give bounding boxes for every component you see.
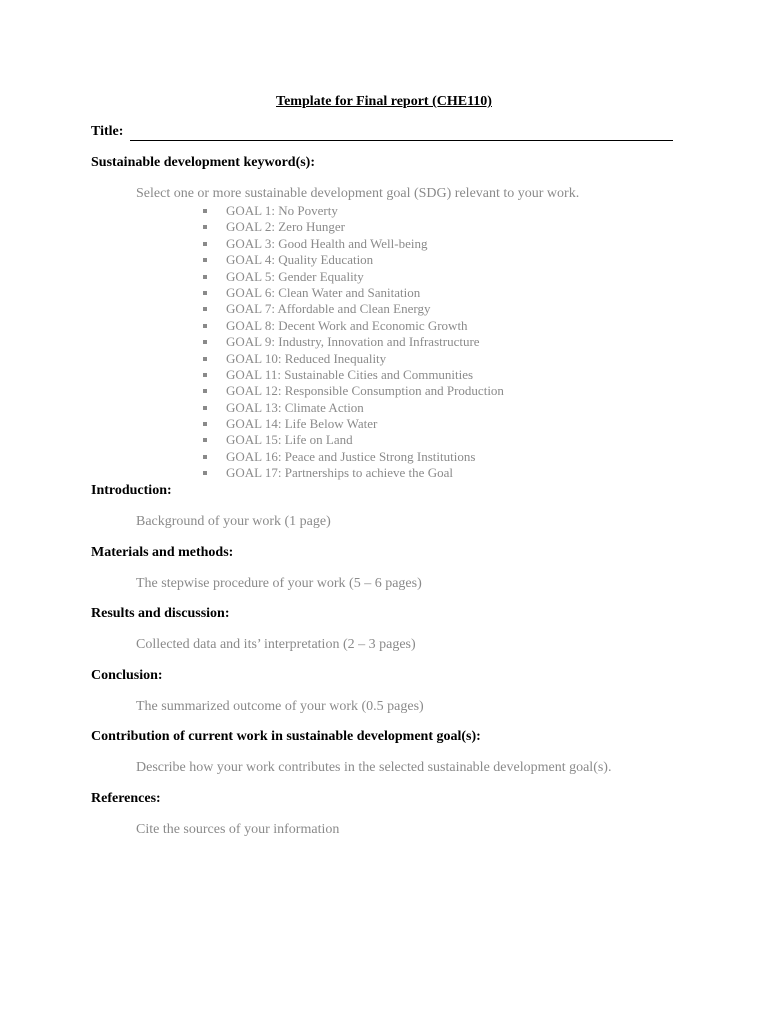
title-label: Title: (91, 124, 124, 139)
bullet-icon (203, 357, 207, 361)
sdg-goal-label: GOAL 15: Life on Land (226, 432, 353, 448)
sdg-heading: Sustainable development keyword(s): (91, 155, 316, 170)
conclusion-text: The summarized outcome of your work (0.5 pages) (136, 699, 424, 714)
sdg-goal-list (203, 203, 504, 482)
bullet-icon (203, 225, 207, 229)
introduction-heading: Introduction: (91, 483, 172, 498)
sdg-goal-label: GOAL 14: Life Below Water (226, 416, 378, 432)
introduction-text: Background of your work (1 page) (136, 514, 331, 529)
sdg-goal-label: GOAL 13: Climate Action (226, 399, 364, 415)
sdg-goal-label: GOAL 1: No Poverty (226, 203, 338, 218)
sdg-goal-item (203, 465, 504, 481)
bullet-icon (203, 406, 207, 410)
sdg-goal-label: GOAL 11: Sustainable Cities and Communities (226, 366, 474, 382)
bullet-icon (203, 373, 207, 377)
results-heading: Results and discussion: (91, 606, 230, 621)
document-title: Template for Final report (CHE110) (276, 94, 492, 109)
sdg-goal-item (203, 301, 504, 317)
sdg-goal-label: GOAL 6: Clean Water and Sanitation (226, 284, 421, 300)
sdg-goal-item (203, 400, 504, 416)
sdg-goal-item (203, 367, 504, 383)
sdg-goal-item (203, 269, 504, 285)
sdg-goal-item (203, 318, 504, 334)
sdg-goal-item (203, 252, 504, 268)
sdg-goal-label: GOAL 2: Zero Hunger (226, 219, 346, 235)
bullet-icon (203, 389, 207, 393)
bullet-icon (203, 291, 207, 295)
sdg-goal-label: GOAL 10: Reduced Inequality (226, 350, 387, 366)
sdg-goal-item (203, 383, 504, 399)
references-text: Cite the sources of your information (136, 822, 340, 837)
sdg-goal-item (203, 285, 504, 301)
sdg-goal-item (203, 236, 504, 252)
contribution-heading: Contribution of current work in sustainable development goal(s): (91, 729, 481, 744)
references-heading: References: (91, 791, 161, 806)
conclusion-heading: Conclusion: (91, 668, 163, 683)
sdg-goal-label: GOAL 12: Responsible Consumption and Production (226, 383, 504, 399)
sdg-goal-item (203, 432, 504, 448)
materials-text: The stepwise procedure of your work (5 – 6 pages) (136, 576, 422, 591)
bullet-icon (203, 275, 207, 279)
sdg-goal-label: GOAL 16: Peace and Justice Strong Institutions (226, 448, 476, 464)
sdg-goal-label: GOAL 5: Gender Equality (226, 268, 364, 284)
sdg-goal-label: GOAL 4: Quality Education (226, 252, 374, 268)
sdg-goal-item (203, 203, 504, 219)
contribution-text: Describe how your work contributes in the selected sustainable development goal(s). (136, 760, 612, 775)
title-underline (130, 140, 673, 141)
results-text: Collected data and its’ interpretation (2 – 3 pages) (136, 637, 416, 652)
bullet-icon (203, 324, 207, 328)
sdg-goal-label: GOAL 7: Affordable and Clean Energy (226, 301, 431, 317)
bullet-icon (203, 455, 207, 459)
bullet-icon (203, 422, 207, 426)
sdg-goal-item (203, 416, 504, 432)
sdg-goal-item (203, 219, 504, 235)
sdg-goal-label: GOAL 17: Partnerships to achieve the Goal (226, 465, 453, 481)
bullet-icon (203, 307, 207, 311)
title-field[interactable] (91, 124, 673, 142)
sdg-goal-label: GOAL 3: Good Health and Well-being (226, 235, 428, 251)
sdg-goal-label: GOAL 9: Industry, Innovation and Infrastructure (226, 334, 480, 350)
sdg-instruction: Select one or more sustainable development goal (SDG) relevant to your work. (136, 186, 580, 201)
sdg-goal-item (203, 449, 504, 465)
bullet-icon (203, 242, 207, 246)
bullet-icon (203, 438, 207, 442)
bullet-icon (203, 340, 207, 344)
bullet-icon (203, 471, 207, 475)
sdg-goal-label: GOAL 8: Decent Work and Economic Growth (226, 317, 468, 333)
sdg-goal-item (203, 334, 504, 350)
sdg-goal-item (203, 351, 504, 367)
bullet-icon (203, 209, 207, 213)
materials-heading: Materials and methods: (91, 545, 234, 560)
bullet-icon (203, 258, 207, 262)
